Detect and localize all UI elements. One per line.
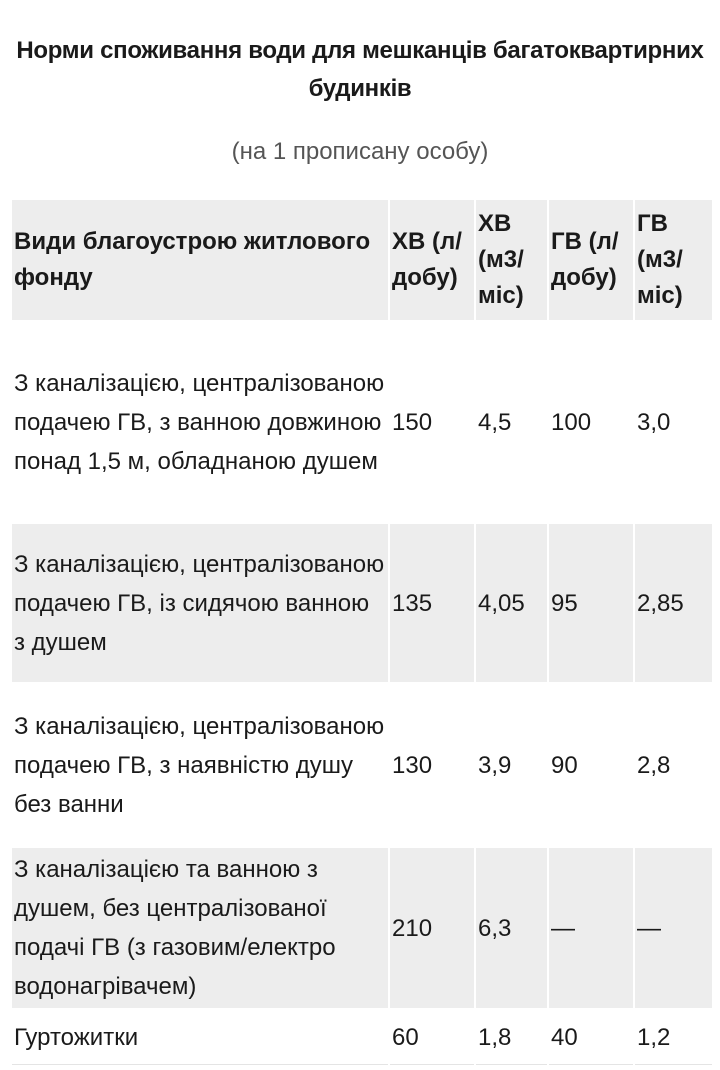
header-hot-water-per-day: ГВ (л/добу) — [549, 200, 633, 320]
page-title: Норми споживання води для мешканців багатоквартирних будинків — [16, 37, 704, 102]
hot-water-day-cell: 90 — [551, 751, 578, 779]
water-norms-table — [10, 198, 714, 1067]
cold-water-day-cell: 130 — [392, 751, 433, 779]
housing-type-cell: Гуртожитки — [12, 1010, 388, 1065]
table-row — [12, 848, 712, 1008]
hot-water-month-cell: 1,2 — [635, 1010, 712, 1065]
cold-water-month-cell: 4,05 — [476, 524, 547, 682]
header-cold-water-per-month: ХВ (м3/міс) — [476, 200, 547, 320]
header-hot-water-per-month: ГВ (м3/міс) — [635, 200, 712, 320]
cold-water-month-cell: 6,3 — [476, 848, 547, 1008]
table-row — [12, 1010, 712, 1065]
page-subtitle: (на 1 прописану особу) — [231, 138, 489, 165]
cold-water-month-cell: 4,5 — [478, 408, 512, 436]
housing-type-cell: З каналізацією, централізованою подачею ГВ, з ванною довжиною понад 1,5 м, обладнаною душем — [14, 369, 385, 475]
cold-water-day-cell: 210 — [390, 848, 474, 1008]
housing-type-cell: З каналізацією, централізованою подачею ГВ, із сидячою ванною з душем — [12, 524, 388, 682]
cold-water-day-cell: 60 — [390, 1010, 474, 1065]
hot-water-day-cell: — — [549, 848, 633, 1008]
housing-type-cell: З каналізацією та ванною з душем, без централізованої подачі ГВ (з газовим/електро водонагрівачем) — [12, 848, 388, 1008]
header-row — [12, 200, 712, 320]
table-body — [12, 322, 712, 1065]
cold-water-day-cell: 150 — [392, 408, 433, 436]
header-cold-water-per-day: ХВ (л/добу) — [390, 200, 474, 320]
hot-water-month-cell: 2,85 — [635, 524, 712, 682]
table-row — [12, 322, 712, 522]
hot-water-month-cell: 3,0 — [637, 408, 671, 436]
hot-water-month-cell: — — [635, 848, 712, 1008]
cold-water-month-cell: 3,9 — [478, 751, 512, 779]
hot-water-day-cell: 95 — [549, 524, 633, 682]
hot-water-day-cell: 100 — [551, 408, 592, 436]
header-housing-type: Види благоустрою житлового фонду — [12, 200, 388, 320]
table-row — [12, 524, 712, 682]
housing-type-cell: З каналізацією, централізованою подачею ГВ, з наявністю душу без ванни — [14, 712, 385, 818]
hot-water-month-cell: 2,8 — [637, 751, 671, 779]
table-row — [12, 684, 712, 846]
cold-water-day-cell: 135 — [390, 524, 474, 682]
cold-water-month-cell: 1,8 — [476, 1010, 547, 1065]
hot-water-day-cell: 40 — [549, 1010, 633, 1065]
table-header — [12, 200, 712, 320]
